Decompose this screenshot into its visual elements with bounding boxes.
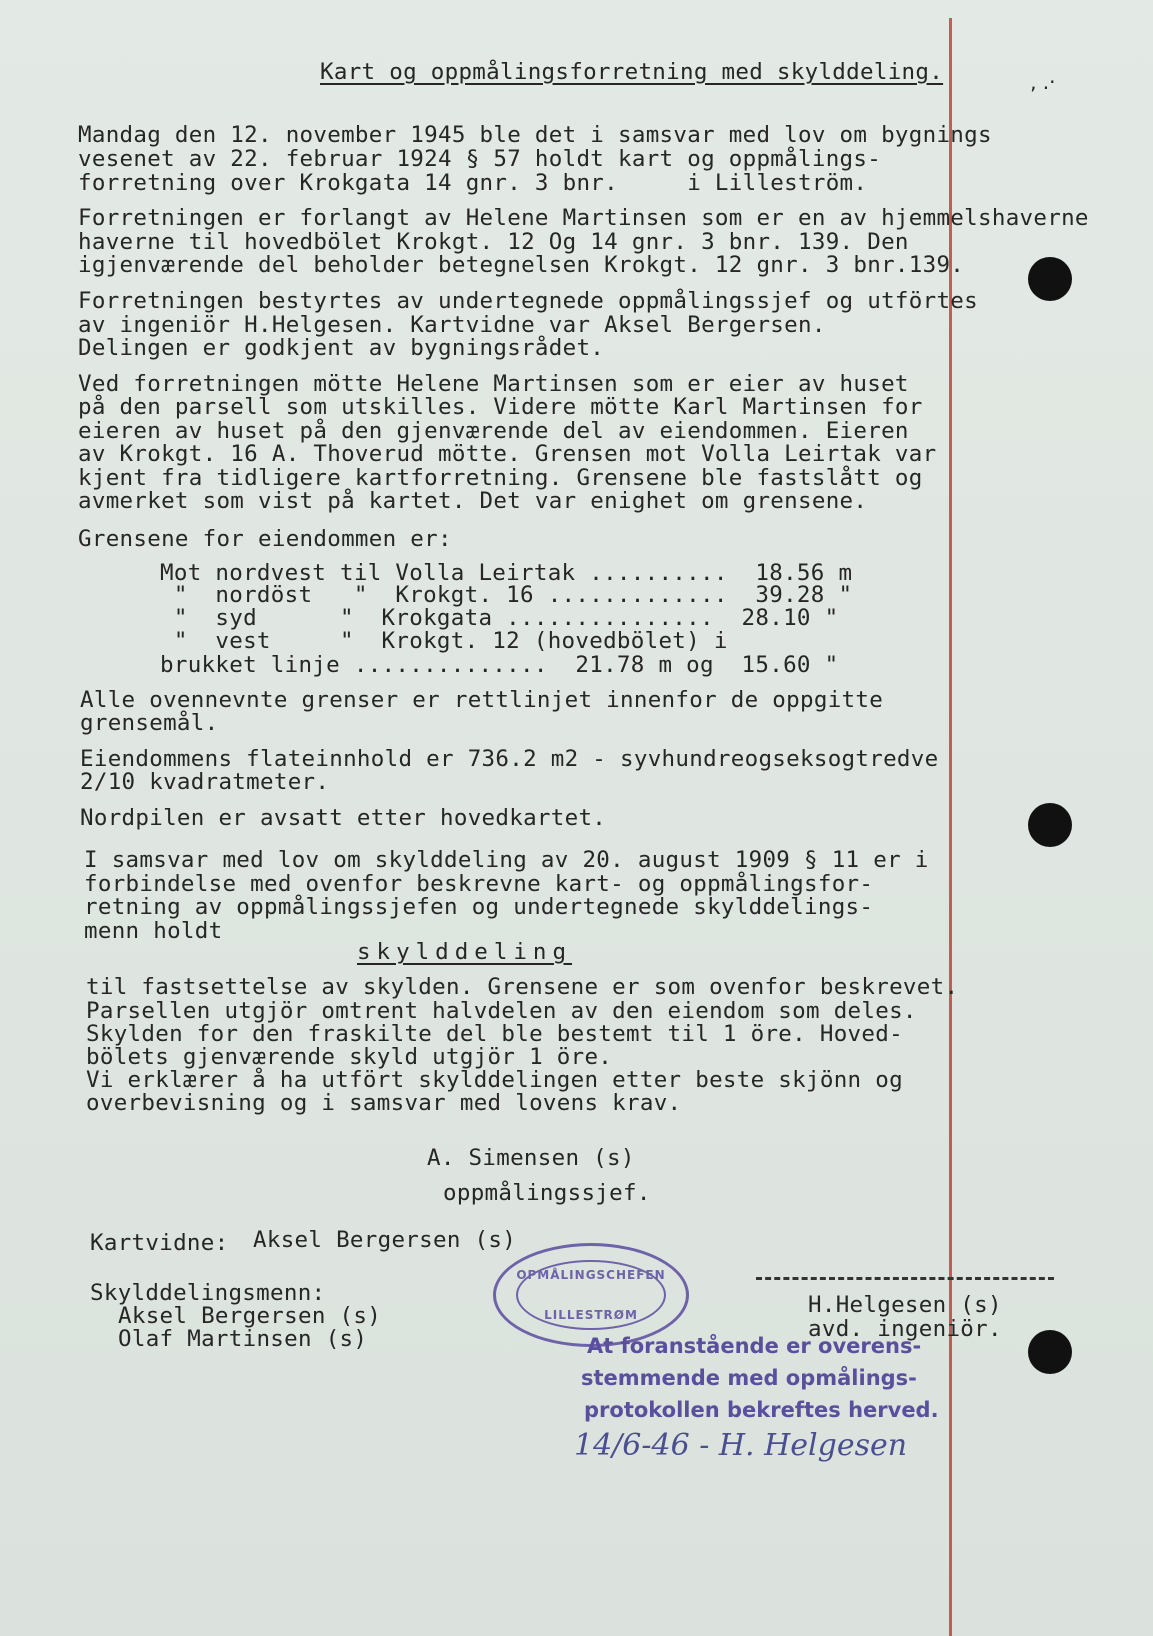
- certification-line: At foranstående er overens-: [587, 1334, 922, 1358]
- punch-hole: [1028, 803, 1072, 847]
- text-line: av ingeniör H.Helgesen. Kartvidne var Aksel Bergersen.: [78, 312, 826, 338]
- text-line: Forretningen er forlangt av Helene Martinsen som er en av hjemmelshaverne: [78, 205, 1089, 231]
- pen-mark: ‚ .·: [1030, 70, 1056, 94]
- text-line: forretning over Krokgata 14 gnr. 3 bnr. i Lilleström.: [78, 170, 868, 196]
- text-line: Skylden for den fraskilte del ble bestemt til 1 öre. Hoved-: [86, 1021, 903, 1047]
- text-line: på den parsell som utskilles. Videre mötte Karl Martinsen for: [78, 394, 923, 420]
- text-line: I samsvar med lov om skylddeling av 20. august 1909 § 11 er i: [84, 847, 929, 873]
- boundary-line: " vest " Krokgt. 12 (hovedbölet) i: [160, 628, 728, 654]
- text-line: Nordpilen er avsatt etter hovedkartet.: [80, 805, 607, 831]
- text-line: bölets gjenværende skyld utgjör 1 öre.: [86, 1044, 613, 1070]
- text-line: Delingen er godkjent av bygningsrådet.: [78, 335, 605, 361]
- surveyor-title: oppmålingssjef.: [443, 1180, 651, 1206]
- text-line: eieren av huset på den gjenværende del av eiendommen. Eieren: [78, 418, 909, 444]
- stamp-bottom-text: LILLESTRØM: [544, 1308, 638, 1322]
- punch-hole: [1028, 257, 1072, 301]
- assessor-name: Olaf Martinsen (s): [118, 1326, 368, 1352]
- text-line: menn holdt: [84, 918, 223, 944]
- certification-line: stemmende med opmålings-: [581, 1366, 917, 1390]
- text-line: Parsellen utgjör omtrent halvdelen av den eiendom som deles.: [86, 998, 917, 1024]
- text-line: forbindelse med ovenfor beskrevne kart- og oppmålingsfor-: [84, 871, 874, 897]
- text-line: Grensene for eiendommen er:: [78, 526, 452, 552]
- subheading: skylddeling: [357, 939, 573, 965]
- text-line: igjenværende del beholder betegnelsen Krokgt. 12 gnr. 3 bnr.139.: [78, 252, 965, 278]
- document-heading: Kart og oppmålingsforretning med skylddeling.: [320, 59, 944, 85]
- text-line: haverne til hovedbölet Krokgt. 12 Og 14 gnr. 3 bnr. 139. Den: [78, 229, 909, 255]
- text-line: Mandag den 12. november 1945 ble det i samsvar med lov om bygnings: [78, 122, 992, 148]
- boundary-line: " syd " Krokgata ............... 28.10 ": [160, 605, 839, 631]
- text-line: vesenet av 22. februar 1924 § 57 holdt kart og oppmålings-: [78, 146, 882, 172]
- certification-line: protokollen bekreftes herved.: [584, 1398, 939, 1422]
- boundary-line: " nordöst " Krokgt. 16 ............. 39.28 ": [160, 582, 853, 608]
- text-line: avmerket som vist på kartet. Det var enighet om grensene.: [78, 488, 868, 514]
- text-line: av Krokgt. 16 A. Thoverud mötte. Grensen mot Volla Leirtak var: [78, 441, 937, 467]
- witness-name: Aksel Bergersen (s): [253, 1227, 517, 1253]
- text-line: Alle ovennevnte grenser er rettlinjet innenfor de oppgitte: [80, 687, 884, 713]
- engineer-title: avd. ingeniör.: [808, 1316, 1002, 1342]
- handwritten-signature: 14/6-46 - H. Helgesen: [574, 1428, 908, 1463]
- text-line: overbevisning og i samsvar med lovens krav.: [86, 1090, 682, 1116]
- boundary-line: Mot nordvest til Volla Leirtak .......... 18.56 m: [160, 560, 853, 586]
- surveyor-name: A. Simensen (s): [427, 1145, 635, 1171]
- text-line: Ved forretningen mötte Helene Martinsen som er eier av huset: [78, 371, 909, 397]
- text-line: kjent fra tidligere kartforretning. Grensene ble fastslått og: [78, 465, 923, 491]
- text-line: grensemål.: [80, 710, 219, 736]
- punch-hole: [1028, 1330, 1072, 1374]
- boundary-line: brukket linje .............. 21.78 m og 15.60 ": [160, 652, 839, 678]
- text-line: retning av oppmålingssjefen og undertegnede skylddelings-: [84, 894, 874, 920]
- signature-line: [756, 1277, 1054, 1280]
- assessor-name: Aksel Bergersen (s): [118, 1303, 382, 1329]
- text-line: Vi erklærer å ha utfört skylddelingen etter beste skjönn og: [86, 1067, 903, 1093]
- engineer-name: H.Helgesen (s): [808, 1292, 1002, 1318]
- text-line: 2/10 kvadratmeter.: [80, 769, 330, 795]
- witness-label: Kartvidne:: [90, 1230, 229, 1256]
- stamp-top-text: OPMÅLINGSCHEFEN: [516, 1268, 666, 1282]
- text-line: til fastsettelse av skylden. Grensene er som ovenfor beskrevet.: [86, 974, 959, 1000]
- official-stamp: [493, 1243, 689, 1347]
- text-line: Eiendommens flateinnhold er 736.2 m2 - syvhundreogseksogtredve: [80, 746, 939, 772]
- text-line: Forretningen bestyrtes av undertegnede oppmålingssjef og utförtes: [78, 288, 978, 314]
- assessors-label: Skylddelingsmenn:: [90, 1280, 326, 1306]
